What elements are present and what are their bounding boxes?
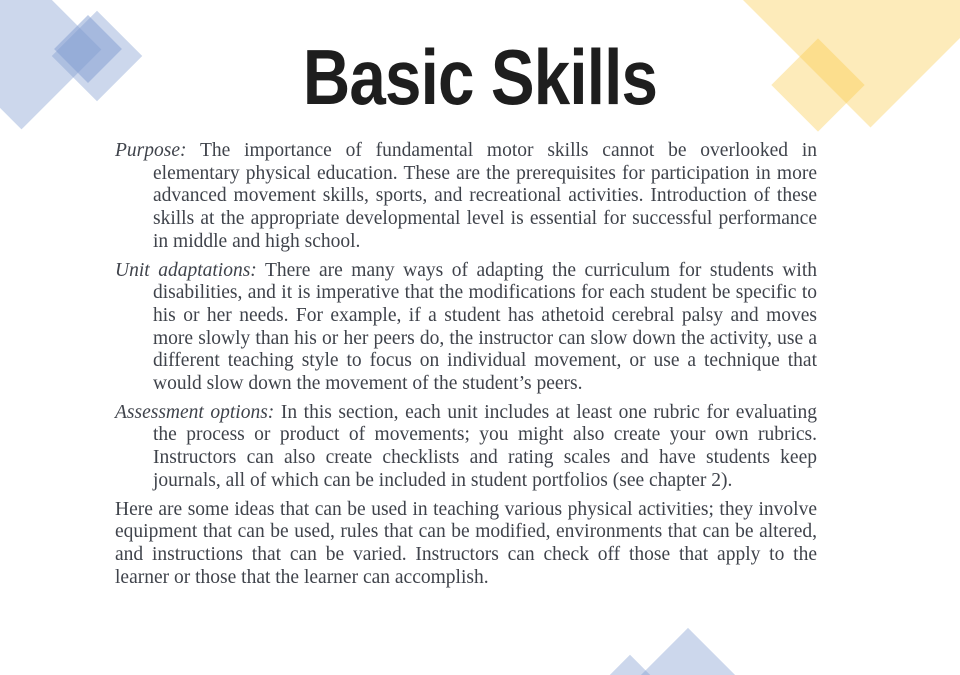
paragraph-unit-adaptations — [115, 260, 817, 396]
paragraph-purpose — [115, 140, 817, 254]
paragraph-closing-text: Here are some ideas that can be used in teaching various physical activities; they involve equipment that can be used, rules that can be modified, environments that can be altered, and instructions that can be varied. Instructors can check off those that apply to the learner or those that the learner can accomplish. — [115, 498, 817, 588]
paragraph-assessment-options-label: Assessment options: — [115, 401, 275, 423]
paragraph-purpose-label: Purpose: — [115, 140, 187, 161]
paragraph-assessment-options-text: In this section, each unit includes at least one rubric for evaluating the process or product of movements; you might also create your own rubrics. Instructors can also create checklists and rating scales and have students keep journals, all of which can be included in student portfolios (see chapter 2). — [153, 401, 818, 491]
paragraph-closing — [115, 499, 817, 590]
paragraph-unit-adaptations-label: Unit adaptations: — [115, 259, 257, 281]
body-content — [115, 140, 817, 595]
decor-triangle-blue-large-icon — [640, 628, 736, 675]
paragraph-unit-adaptations-text: There are many ways of adapting the curriculum for students with disabilities, and it is imperative that the modifications for each student be specific to his or her needs. For example, if a student has athetoid cerebral palsy and moves more slowly than his or her peers do, the instructor can slow down the activity, use a different teaching style to focus on individual movement, or use a technique that would slow down the movement of the student’s peers. — [153, 259, 817, 395]
paragraph-purpose-text: The importance of fundamental motor skills cannot be overlooked in elementary physical education. These are the prerequisites for participation in more advanced movement skills, sports, and recreational activities. Introduction of these skills at the appropriate developmental level is essential for successful performance in middle and high school. — [153, 140, 818, 252]
paragraph-assessment-options — [115, 402, 817, 493]
page-title: Basic Skills — [302, 33, 658, 121]
decor-triangle-blue-small-icon — [609, 655, 651, 675]
